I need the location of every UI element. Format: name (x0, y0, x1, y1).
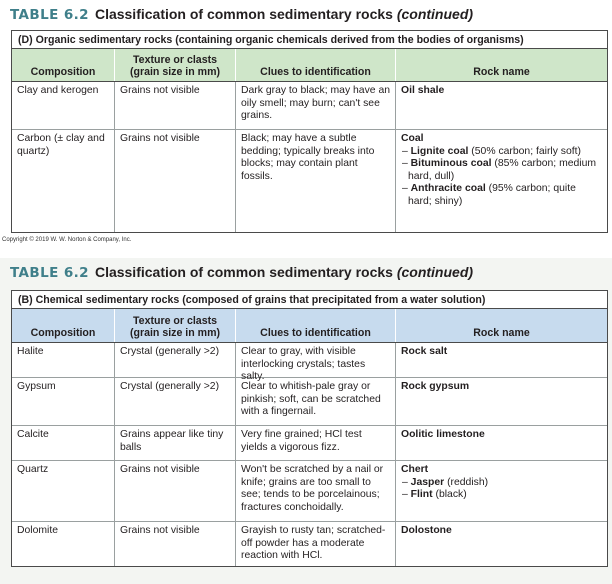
header-clues: Clues to identification (236, 49, 396, 81)
section-desc: (composed of grains that precipitated from a water solution) (182, 294, 486, 306)
cell-texture: Grains appear like tiny balls (115, 426, 236, 460)
rock-variety: – Lignite coal (50% carbon; fairly soft) (402, 145, 582, 157)
header-texture (115, 309, 236, 342)
cell-rock-name: Oil shale (401, 85, 445, 96)
rock-variety: – Flint (black) (402, 489, 467, 501)
table-row (12, 343, 607, 383)
cell-rock-name: Oolitic limestone (401, 429, 485, 440)
section-desc: (containing organic chemicals derived from the bodies of organisms) (175, 34, 524, 46)
table-heading (10, 264, 473, 281)
cell-composition: Dolomite (12, 522, 115, 566)
cell-clues: Won't be scratched by a nail or knife; grains are too small to see; tends to be porcelainous; fractures conchoidally. (236, 461, 396, 521)
cell-composition: Clay and kerogen (12, 82, 115, 129)
cell-texture: Crystal (generally >2) (115, 343, 236, 377)
header-texture-line2: (grain size in mm) (129, 327, 221, 339)
cell-clues: Clear to gray, with visible interlocking crystals; tastes salty. (236, 343, 396, 377)
table-row (12, 461, 607, 522)
table-row (12, 82, 607, 130)
table-number: TABLE 6.2 (10, 7, 89, 23)
table-row (12, 522, 607, 566)
cell-texture: Grains not visible (115, 522, 236, 566)
table-chemical-block (0, 258, 612, 584)
cell-texture: Grains not visible (115, 461, 236, 521)
header-texture-line1: Texture or clasts (133, 315, 217, 327)
cell-composition: Gypsum (12, 378, 115, 425)
variety-detail: (95% carbon; quite hard; shiny) (408, 183, 576, 207)
cell-texture: Grains not visible (115, 82, 236, 129)
cell-rock-name: Rock gypsum (401, 381, 470, 392)
variety-detail: (85% carbon; medium hard, dull) (408, 158, 597, 182)
cell-rock-name (396, 461, 607, 521)
header-texture (115, 49, 236, 81)
variety-name: Lignite coal (410, 145, 469, 157)
variety-name: Jasper (410, 476, 445, 488)
variety-name: Anthracite coal (410, 183, 486, 195)
rock-variety: – Anthracite coal (95% carbon; quite hard; shiny) (402, 183, 576, 207)
section-label: (D) Organic sedimentary rocks (18, 34, 173, 46)
variety-name: Bituminous coal (410, 158, 492, 170)
cell-composition: Calcite (12, 426, 115, 460)
variety-detail: (reddish) (447, 476, 489, 488)
header-row (12, 309, 607, 343)
organic-table (11, 30, 608, 233)
header-row (12, 49, 607, 82)
cell-rock-name: Dolostone (401, 525, 452, 536)
chemical-table (11, 290, 608, 567)
rock-name: Chert (401, 464, 429, 475)
variety-name: Flint (410, 489, 433, 501)
rock-variety: – Bituminous coal (85% carbon; medium hard, dull) (402, 158, 597, 182)
variety-detail: (50% carbon; fairly soft) (471, 145, 582, 157)
rock-name: Coal (401, 133, 424, 144)
cell-clues: Grayish to rusty tan; scratched-off powder has a moderate reaction with HCl. (236, 522, 396, 566)
cell-rock-name (396, 130, 607, 232)
cell-texture: Crystal (generally >2) (115, 378, 236, 425)
table-row (12, 130, 607, 232)
copyright-notice: Copyright © 2019 W. W. Norton & Company, Inc. (2, 237, 132, 243)
cell-rock-name: Rock salt (401, 346, 448, 357)
table-number: TABLE 6.2 (10, 265, 89, 281)
header-texture-line2: (grain size in mm) (129, 66, 221, 78)
cell-composition: Halite (12, 343, 115, 377)
header-composition: Composition (12, 49, 115, 81)
section-title (12, 31, 607, 49)
cell-clues: Very fine grained; HCl test yields a vigorous fizz. (236, 426, 396, 460)
header-texture-line1: Texture or clasts (133, 54, 217, 66)
variety-detail: (black) (435, 489, 467, 501)
table-heading (10, 6, 473, 23)
header-rock-name: Rock name (473, 327, 530, 339)
table-title: Classification of common sedimentary rocks (94, 6, 393, 22)
cell-clues: Dark gray to black; may have an oily smell; may burn; can't see grains. (236, 82, 396, 129)
cell-texture: Grains not visible (115, 130, 236, 232)
table-continued: (continued) (396, 264, 474, 280)
table-organic-block (0, 0, 612, 236)
header-composition: Composition (12, 309, 115, 342)
table-row (12, 426, 607, 461)
table-title: Classification of common sedimentary rocks (94, 264, 393, 280)
cell-clues: Clear to whitish-pale gray or pinkish; soft, can be scratched with a fingernail. (236, 378, 396, 425)
header-clues: Clues to identification (236, 309, 396, 342)
cell-composition: Quartz (12, 461, 115, 521)
header-rock-name: Rock name (473, 66, 530, 78)
section-title (12, 291, 607, 309)
table-continued: (continued) (396, 6, 474, 22)
rock-variety: – Jasper (reddish) (402, 476, 489, 488)
cell-clues: Black; may have a subtle bedding; typically breaks into blocks; may contain plant fossils. (236, 130, 396, 232)
table-row (12, 378, 607, 426)
section-label: (B) Chemical sedimentary rocks (18, 294, 180, 306)
cell-composition: Carbon (± clay and quartz) (12, 130, 115, 232)
